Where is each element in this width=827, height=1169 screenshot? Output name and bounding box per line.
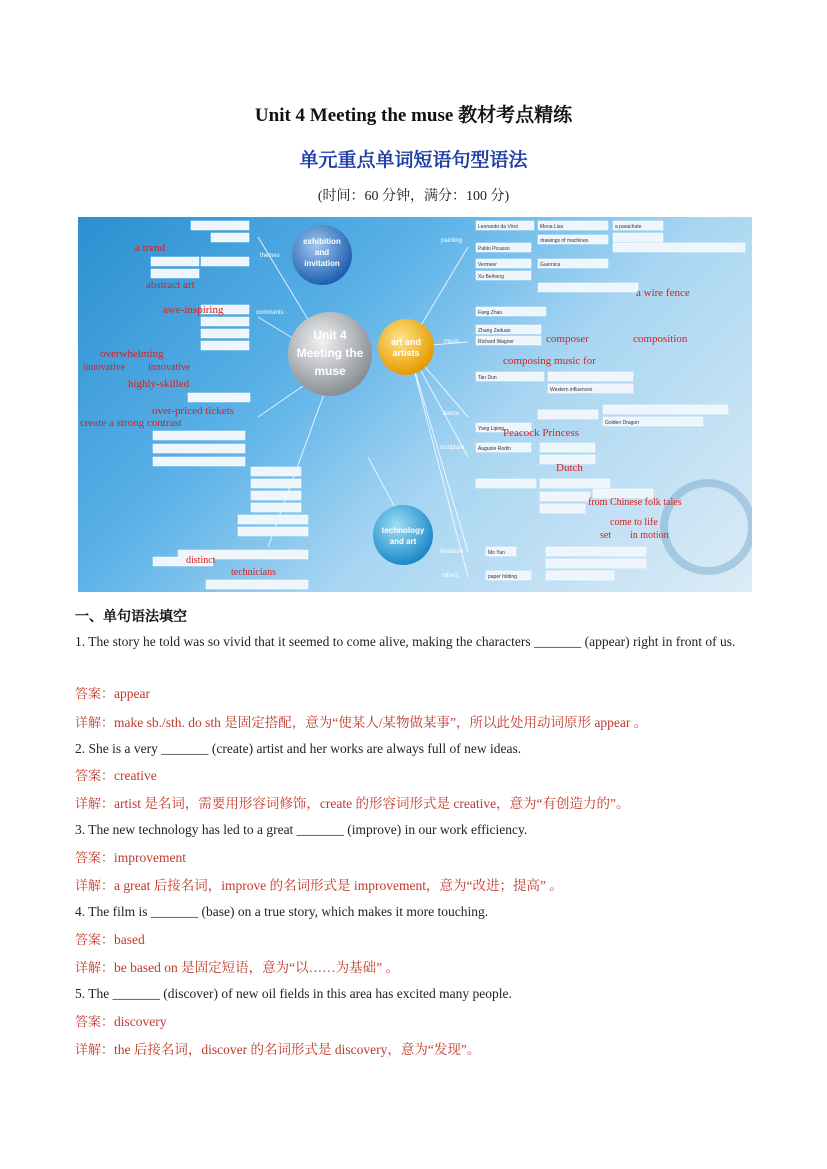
page-title: Unit 4 Meeting the muse 教材考点精练	[254, 105, 573, 126]
svg-text:technicians: technicians	[231, 567, 276, 578]
svg-text:in motion: in motion	[630, 530, 669, 541]
answer-line	[75, 765, 157, 784]
svg-text:Xu Beihong: Xu Beihong	[478, 274, 504, 280]
svg-text:comments: comments	[256, 310, 284, 316]
svg-text:innovative: innovative	[83, 362, 126, 373]
svg-text:dance: dance	[443, 411, 460, 417]
svg-text:sculpture: sculpture	[440, 445, 465, 451]
svg-text:exhibition: exhibition	[303, 237, 341, 246]
svg-text:Western influences: Western influences	[550, 387, 593, 393]
svg-text:Mona Lisa: Mona Lisa	[540, 224, 564, 230]
explanation-label: 详解：	[75, 879, 115, 894]
svg-text:technology: technology	[381, 526, 425, 535]
explanation-text: the 后接名词，discover 的名词形式是 discovery，意为“发现”。	[114, 1042, 481, 1057]
svg-text:Yang Liping: Yang Liping	[478, 426, 505, 432]
svg-text:a trend: a trend	[135, 242, 166, 254]
svg-text:overwhelming: overwhelming	[100, 348, 164, 360]
svg-text:set: set	[600, 530, 612, 541]
answer-value: based	[114, 932, 145, 947]
question-text: 2. She is a very _______ (create) artist and her works are always full of new ideas.	[75, 741, 522, 756]
svg-text:awe-inspiring: awe-inspiring	[163, 304, 224, 316]
explanation-line	[75, 792, 630, 812]
answer-line	[75, 847, 186, 866]
answer-label: 答案：	[75, 851, 115, 866]
svg-text:innovative: innovative	[148, 362, 191, 373]
answer-value: creative	[114, 768, 157, 783]
svg-text:drawings of machines: drawings of machines	[540, 238, 589, 244]
answer-label: 答案：	[75, 933, 115, 948]
svg-text:Dutch: Dutch	[556, 462, 583, 474]
svg-text:create a strong contrast: create a strong contrast	[80, 417, 182, 429]
svg-text:Golden Dragon: Golden Dragon	[605, 420, 639, 426]
svg-text:composition: composition	[633, 333, 688, 345]
svg-text:art and: art and	[390, 337, 422, 347]
svg-text:distinct: distinct	[186, 555, 216, 566]
answer-label: 答案：	[75, 769, 115, 784]
question-text: 1. The story he told was so vivid that it seemed to come alive, making the characters _______ (appear) right in front of us.	[75, 634, 736, 649]
explanation-text: artist 是名词，需要用形容词修饰，create 的形容词形式是 creative，意为“有创造力的”。	[114, 796, 630, 811]
explanation-text: be based on 是固定短语，意为“以……为基础” 。	[114, 960, 399, 975]
svg-text:themes: themes	[260, 253, 280, 259]
svg-text:Pablo Picasso: Pablo Picasso	[478, 246, 510, 252]
svg-text:Vermeer: Vermeer	[478, 262, 497, 268]
answer-line	[75, 929, 145, 948]
answer-value: improvement	[114, 850, 186, 865]
svg-text:Unit 4: Unit 4	[313, 328, 347, 342]
svg-text:Richard Wagner: Richard Wagner	[478, 339, 514, 345]
answer-value: discovery	[114, 1014, 167, 1029]
svg-text:Fang Zhao: Fang Zhao	[478, 310, 503, 316]
svg-text:from Chinese folk tales: from Chinese folk tales	[588, 497, 682, 508]
question-text: 5. The _______ (discover) of new oil fields in this area has excited many people.	[75, 986, 512, 1001]
mind-map-svg	[78, 217, 752, 592]
explanation-label: 详解：	[75, 797, 115, 812]
answer-label: 答案：	[75, 1015, 115, 1030]
explanation-line	[75, 956, 399, 976]
svg-text:invitation: invitation	[304, 259, 340, 268]
svg-text:paper folding: paper folding	[488, 574, 517, 580]
answer-line	[75, 683, 150, 702]
svg-text:composing music for: composing music for	[503, 355, 596, 367]
svg-text:painting: painting	[441, 238, 463, 244]
svg-text:Leonardo da Vinci: Leonardo da Vinci	[478, 224, 519, 230]
branch-art-circle	[378, 319, 434, 375]
question-text: 3. The new technology has led to a great _______ (improve) in our work efficiency.	[75, 822, 528, 837]
svg-text:Peacock Princess: Peacock Princess	[503, 427, 580, 439]
time-info: (时间：60 分钟，满分：100 分)	[317, 189, 510, 204]
explanation-line	[75, 874, 563, 894]
svg-text:muse: muse	[314, 364, 346, 378]
svg-text:others: others	[442, 573, 459, 579]
explanation-line	[75, 711, 647, 731]
svg-text:a wire fence: a wire fence	[636, 287, 690, 299]
answer-label: 答案：	[75, 687, 115, 702]
section-heading: 一、单句语法填空	[75, 609, 187, 625]
svg-text:Auguste Rodin: Auguste Rodin	[478, 446, 511, 452]
explanation-label: 详解：	[75, 716, 115, 731]
svg-text:and art: and art	[389, 537, 417, 546]
explanation-line	[75, 1038, 480, 1058]
answer-line	[75, 1011, 167, 1030]
svg-text:a parachute: a parachute	[615, 224, 642, 230]
svg-text:over-priced tickets: over-priced tickets	[152, 405, 234, 417]
question-text: 4. The film is _______ (base) on a true story, which makes it more touching.	[75, 904, 489, 919]
svg-text:highly-skilled: highly-skilled	[128, 378, 190, 390]
explanation-text: a great 后接名词，improve 的名词形式是 improvement，意为“改进；提高” 。	[114, 878, 563, 893]
svg-text:Zhang Zeduan: Zhang Zeduan	[478, 328, 511, 334]
mind-map-image	[78, 217, 752, 592]
explanation-label: 详解：	[75, 1043, 115, 1058]
page-subtitle: 单元重点单词短语句型语法	[299, 149, 528, 171]
svg-text:artists: artists	[392, 348, 420, 358]
explanation-text: make sb./sth. do sth 是固定搭配，意为“使某人/某物做某事”，所以此处用动词原形 appear 。	[114, 715, 648, 730]
answer-value: appear	[114, 686, 150, 701]
svg-text:and: and	[314, 248, 330, 257]
svg-text:Tan Dun: Tan Dun	[478, 375, 497, 381]
svg-text:music: music	[444, 339, 460, 345]
svg-text:come to life: come to life	[610, 517, 658, 528]
svg-text:Mo Yan: Mo Yan	[488, 550, 505, 556]
explanation-label: 详解：	[75, 961, 115, 976]
branch-technology-circle	[373, 505, 433, 565]
svg-text:abstract art: abstract art	[146, 279, 195, 291]
svg-text:Meeting the: Meeting the	[296, 346, 364, 360]
svg-text:literature: literature	[440, 549, 464, 555]
svg-text:Guernica: Guernica	[540, 262, 561, 268]
svg-text:composer: composer	[546, 333, 589, 345]
